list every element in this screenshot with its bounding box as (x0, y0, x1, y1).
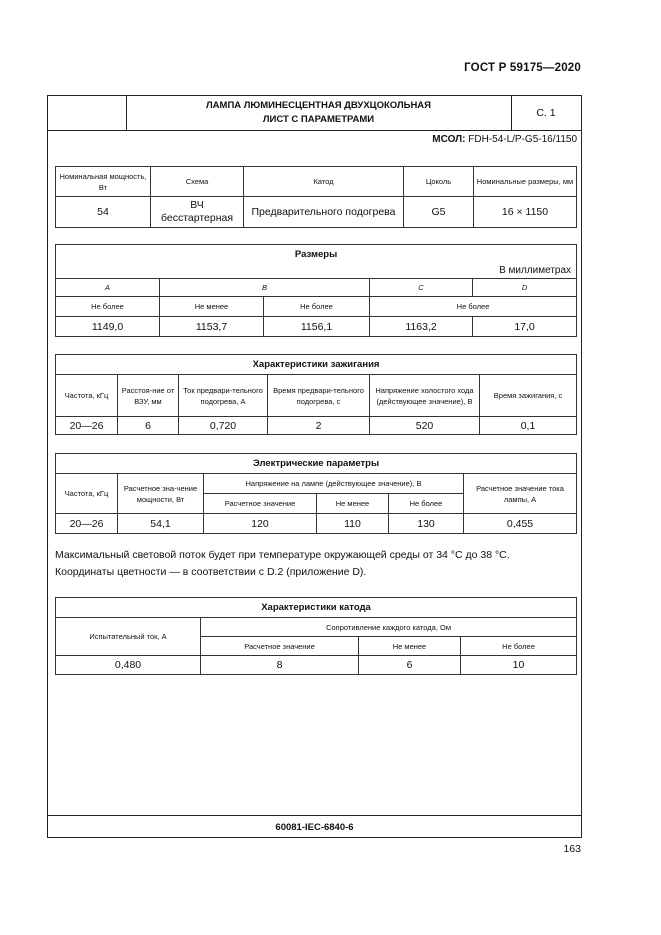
ignition-header-ignition-time: Время зажигания, с (480, 375, 577, 417)
cathode-header-resistance: Сопротивление каждого катода, Ом (201, 618, 577, 637)
ignition-cell-frequency: 20—26 (56, 417, 118, 435)
note-luminous-flux: Максимальный световой поток будет при температуре окружающей среды от 34 °С до 38 °С. (55, 549, 510, 561)
ignition-cell-open-voltage: 520 (370, 417, 480, 435)
cathode-sub-min: Не менее (359, 637, 461, 656)
dim-value-b-min: 1153,7 (160, 317, 264, 337)
standard-number: ГОСТ Р 59175—2020 (464, 62, 581, 74)
general-cell-scheme: ВЧ бесстартерная (151, 197, 244, 228)
cathode-cell-max: 10 (461, 656, 577, 675)
electrical-title: Электрические параметры (56, 454, 577, 474)
electrical-header-current: Расчетное значение тока лампы, А (464, 474, 577, 514)
electrical-cell-frequency: 20—26 (56, 514, 118, 534)
electrical-cell-voltage-rated: 120 (204, 514, 317, 534)
general-header-dimensions: Номинальные размеры, мм (474, 167, 577, 197)
msol-code (432, 134, 577, 145)
sheet-header (47, 95, 582, 131)
cathode-cell-test-current: 0,480 (56, 656, 201, 675)
electrical-sub-min: Не менее (317, 494, 389, 514)
electrical-sub-max: Не более (389, 494, 464, 514)
dim-limit-cd: Не более (370, 297, 577, 317)
cathode-cell-min: 6 (359, 656, 461, 675)
dim-value-d: 17,0 (473, 317, 577, 337)
dim-letter-d: D (473, 279, 577, 297)
cathode-sub-max: Не более (461, 637, 577, 656)
ignition-header-frequency: Частота, кГц (56, 375, 118, 417)
electrical-cell-power: 54,1 (118, 514, 204, 534)
ignition-header-preheat-time: Время предвари-тельного подогрева, с (268, 375, 370, 417)
ignition-header-open-voltage: Напряжение холостого хода (действующее значение), В (370, 375, 480, 417)
general-cell-power: 54 (56, 197, 151, 228)
sheet-footer-code: 60081-IEC-6840-6 (47, 815, 582, 838)
general-header-power: Номинальная мощность, Вт (56, 167, 151, 197)
electrical-header-power: Расчетное зна-чение мощности, Вт (118, 474, 204, 514)
page-number: 163 (563, 843, 581, 855)
sheet-number: С. 1 (536, 106, 556, 119)
cathode-title: Характеристики катода (56, 598, 577, 618)
electrical-sub-rated: Расчетное значение (204, 494, 317, 514)
ignition-cell-distance: 6 (118, 417, 179, 435)
cathode-table (55, 597, 577, 675)
electrical-table (55, 453, 577, 534)
general-header-scheme: Схема (151, 167, 244, 197)
electrical-header-voltage: Напряжение на лампе (действующее значение), В (204, 474, 464, 494)
general-header-cathode: Катод (244, 167, 404, 197)
header-title-line1: ЛАМПА ЛЮМИНЕСЦЕНТНАЯ ДВУХЦОКОЛЬНАЯ (206, 99, 431, 111)
dimensions-unit: В миллиметрах (56, 264, 577, 279)
ignition-cell-preheat-time: 2 (268, 417, 370, 435)
header-title (126, 95, 512, 130)
ignition-header-distance: Расстоя-ние от ВЗУ, мм (118, 375, 179, 417)
msol-label: МСОЛ: (432, 134, 466, 145)
header-blank-cell (47, 95, 127, 130)
cathode-sub-rated: Расчетное значение (201, 637, 359, 656)
electrical-header-frequency: Частота, кГц (56, 474, 118, 514)
dimensions-title: Размеры (56, 245, 577, 264)
ignition-table (55, 354, 577, 435)
dim-letter-a: A (56, 279, 160, 297)
electrical-cell-current: 0,455 (464, 514, 577, 534)
ignition-header-preheat-current: Ток предвари-тельного подогрева, А (179, 375, 268, 417)
dimensions-table (55, 244, 577, 337)
dim-value-c: 1163,2 (370, 317, 473, 337)
general-cell-base: G5 (404, 197, 474, 228)
dim-value-a: 1149,0 (56, 317, 160, 337)
cathode-header-test-current: Испытательный ток, А (56, 618, 201, 656)
general-cell-dimensions: 16 × 1150 (474, 197, 577, 228)
general-cell-cathode: Предварительного подогрева (244, 197, 404, 228)
cathode-cell-rated: 8 (201, 656, 359, 675)
ignition-title: Характеристики зажигания (56, 355, 577, 375)
electrical-cell-voltage-max: 130 (389, 514, 464, 534)
dim-limit-b-max: Не более (264, 297, 370, 317)
electrical-cell-voltage-min: 110 (317, 514, 389, 534)
msol-value: FDH-54-L/P-G5-16/1150 (468, 134, 577, 145)
dim-limit-b-min: Не менее (160, 297, 264, 317)
ignition-cell-preheat-current: 0,720 (179, 417, 268, 435)
header-title-line2: ЛИСТ С ПАРАМЕТРАМИ (262, 113, 375, 125)
note-chromaticity: Координаты цветности — в соответствии с D.2 (приложение D). (55, 566, 367, 578)
general-header-base: Цоколь (404, 167, 474, 197)
dim-letter-b: B (160, 279, 370, 297)
general-table (55, 166, 577, 228)
dim-letter-c: C (370, 279, 473, 297)
dim-value-b-max: 1156,1 (264, 317, 370, 337)
dim-limit-a: Не более (56, 297, 160, 317)
ignition-cell-ignition-time: 0,1 (480, 417, 577, 435)
